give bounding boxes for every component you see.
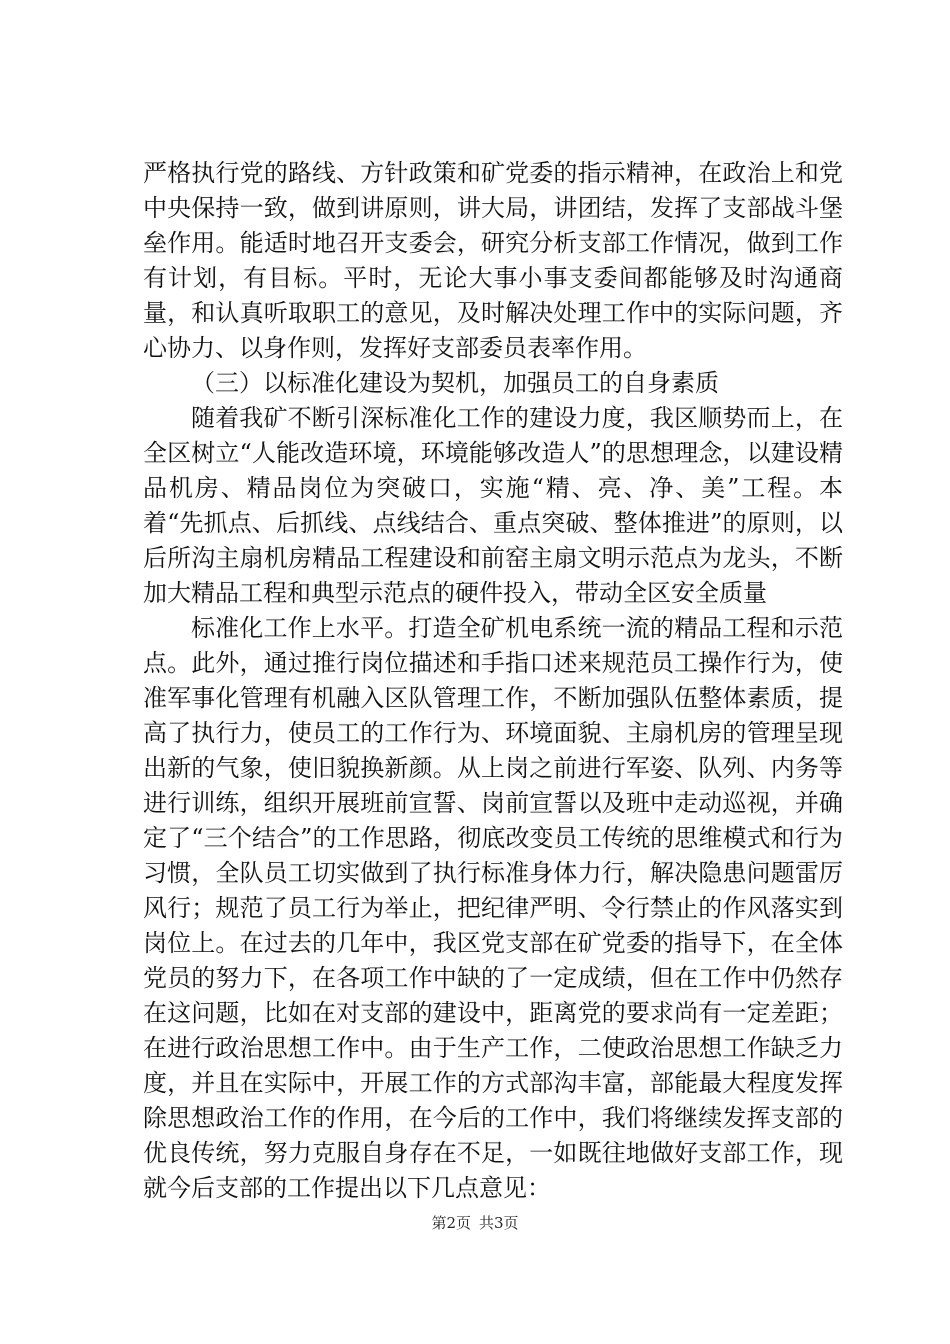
paragraph-3: 随着我矿不断引深标准化工作的建设力度，我区顺势而上，在全区树立“人能改造环境，环境能够改造人”的思想理念，以建设精品机房、精品岗位为突破口，实施“精、亮、净、美”工程。本着“先抓点、后抓线、点线结合、重点突破、整体推进”的原则，以后所沟主扇机房精品工程建设和前窑主扇文明示范点为龙头，不断加大精品工程和典型示范点的硬件投入，带动全区安全质量 — [143, 404, 843, 607]
page-footer — [0, 1212, 950, 1233]
document-body — [143, 156, 843, 1206]
section-heading: （三）以标准化建设为契机，加强员工的自身素质 — [191, 369, 719, 397]
page-total: 共3页 — [479, 1214, 519, 1232]
paragraph-1: 严格执行党的路线、方针政策和矿党委的指示精神，在政治上和党中央保持一致，做到讲原则，讲大局，讲团结，发挥了支部战斗堡垒作用。能适时地召开支委会，研究分析支部工作情况，做到工作有计划，有目标。平时，无论大事小事支委间都能够及时沟通商量，和认真听取职工的意见，及时解决处理工作中的实际问题，齐心协力、以身作则，发挥好支部委员表率作用。 — [143, 159, 843, 362]
paragraph-4: 标准化工作上水平。打造全矿机电系统一流的精品工程和示范点。此外，通过推行岗位描述和手指口述来规范员工操作行为，使准军事化管理有机融入区队管理工作，不断加强队伍整体素质，提高了执行力，使员工的工作行为、环境面貌、主扇机房的管理呈现出新的气象，使旧貌换新颜。从上岗之前进行军姿、队列、内务等进行训练，组织开展班前宣誓、岗前宣誓以及班中走动巡视，并确定了“三个结合”的工作思路，彻底改变员工传统的思维模式和行为习惯，全队员工切实做到了执行标准身体力行，解决隐患问题雷厉风行；规范了员工行为举止，把纪律严明、令行禁止的作风落实到岗位上。在过去的几年中，我区党支部在矿党委的指导下，在全体党员的努力下，在各项工作中缺的了一定成绩，但在工作中仍然存在这问题，比如在对支部的建设中，距离党的要求尚有一定差距；在进行政治思想工作中。由于生产工作，二使政治思想工作缺乏力度，并且在实际中，开展工作的方式部沟丰富，部能最大程度发挥除思想政治工作的作用，在今后的工作中，我们将继续发挥支部的优良传统，努力克服自身存在不足，一如既往地做好支部工作，现就今后支部的工作提出以下几点意见： — [143, 614, 843, 1202]
page-number: 第2页 — [431, 1214, 471, 1232]
